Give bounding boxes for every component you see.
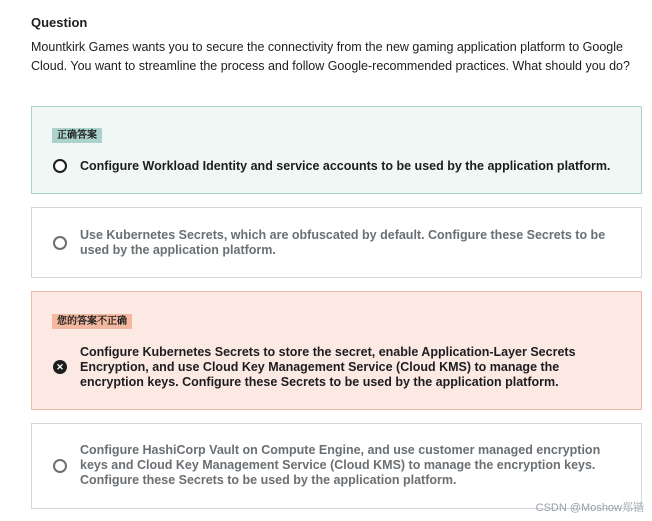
answer-option-4[interactable] [31, 423, 642, 509]
answer-option-1[interactable] [31, 106, 642, 194]
x-mark-icon: ✕ [56, 362, 64, 372]
radio-option-2[interactable] [53, 236, 67, 250]
answer-text-1: Configure Workload Identity and service accounts to be used by the application platform. [80, 159, 611, 173]
correct-answer-badge: 正确答案 [52, 128, 102, 143]
answer-option-3[interactable] [31, 291, 642, 410]
question-heading: Question [31, 15, 88, 30]
radio-option-1[interactable] [53, 159, 67, 173]
watermark: CSDN @Moshow郑锴 [535, 502, 644, 514]
question-prompt: Mountkirk Games wants you to secure the connectivity from the new gaming application platform to Google Cloud. You want to streamline the process and follow Google-recommended practices. What should you do? [31, 40, 630, 73]
radio-option-4[interactable] [53, 459, 67, 473]
answer-option-2[interactable] [31, 207, 642, 278]
answer-text-3: Configure Kubernetes Secrets to store the secret, enable Application-Layer Secrets Encryption, and use Cloud Key Management Service (Cloud KMS) to manage the encryption keys. Configure these Secrets to be used by the application platform. [80, 345, 576, 389]
radio-option-3-selected[interactable] [53, 360, 67, 374]
answer-text-2: Use Kubernetes Secrets, which are obfuscated by default. Configure these Secrets to be used by the application platform. [80, 228, 606, 257]
incorrect-answer-badge: 您的答案不正确 [52, 314, 132, 329]
answer-text-4: Configure HashiCorp Vault on Compute Engine, and use customer managed encryption keys and Cloud Key Management Service (Cloud KMS) to manage the encryption keys. Configure these Secrets to be used by the application platform. [80, 443, 601, 487]
